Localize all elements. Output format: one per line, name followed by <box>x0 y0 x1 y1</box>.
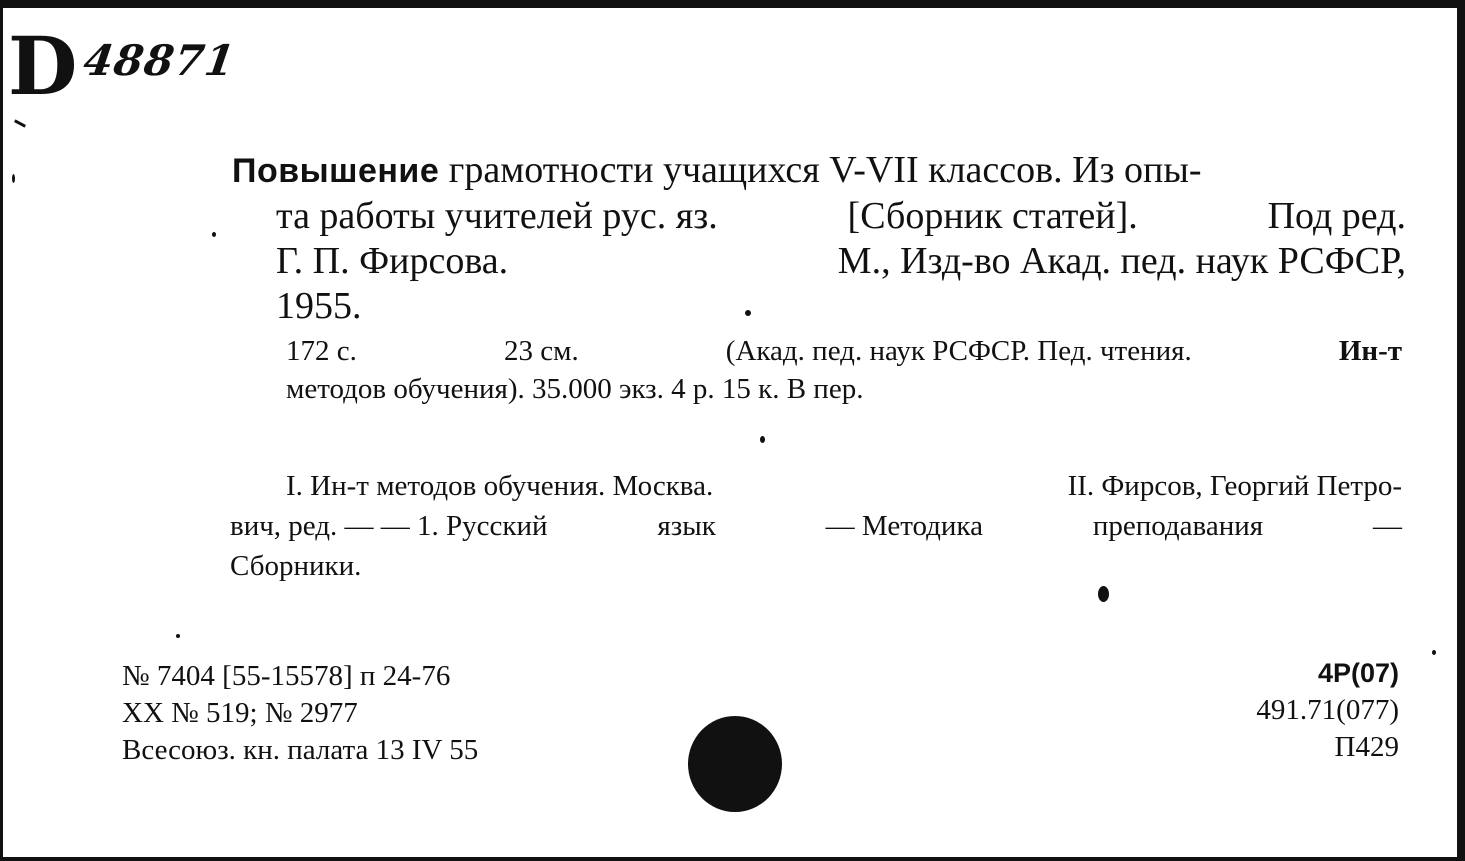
title-line-4: 1955. <box>276 285 362 327</box>
punch-hole <box>688 716 782 812</box>
tracings <box>230 466 1410 586</box>
tracings-line-2: вич, ред. — — 1. Русский язык — Методика преподавания — <box>230 510 1402 542</box>
call-letter: D <box>8 19 76 113</box>
ink-speck <box>1098 586 1109 602</box>
ink-speck <box>12 174 15 183</box>
title-entry <box>232 148 1412 329</box>
registration-numbers <box>122 658 478 769</box>
title-line-3: Г. П. Фирсова. М., Изд-во Акад. пед. наук РСФСР, <box>276 240 1406 282</box>
classification-codes <box>1256 655 1399 766</box>
registration-line-1: № 7404 [55-15578] п 24-76 <box>122 660 451 692</box>
collation-line-1 <box>286 332 1402 370</box>
registration-line-3: Всесоюз. кн. палата 13 IV 55 <box>122 734 479 766</box>
collation <box>286 332 1406 408</box>
page-count: 172 с. <box>286 335 357 367</box>
series-text: (Акад. пед. наук РСФСР. Пед. чтения. <box>725 335 1192 367</box>
card-right-edge <box>1457 0 1465 861</box>
ink-speck <box>745 310 751 316</box>
title-line-1-text: грамотности учащихся V-VII классов. Из опы- <box>439 149 1202 191</box>
title-line-1 <box>232 148 1406 194</box>
ink-speck <box>212 232 216 237</box>
card-left-edge <box>0 0 3 861</box>
ink-speck <box>176 634 180 638</box>
classification-line-1: 4P(07) <box>1317 658 1399 688</box>
title-heading-word: Повышение <box>232 152 440 190</box>
title-line-2: та работы учителей рус. яз. [Сборник статей]. Под ред. <box>276 195 1406 237</box>
card-top-edge <box>0 0 1465 8</box>
tracings-line-1: I. Ин-т методов обучения. Москва. II. Фирсов, Георгий Петро- <box>286 470 1402 502</box>
tracings-line-3: Сборники. <box>230 550 362 582</box>
handwritten-call-number: 48871 <box>80 36 239 85</box>
ink-speck <box>760 436 765 443</box>
pen-mark <box>14 119 26 127</box>
book-size: 23 см. <box>503 335 579 367</box>
collation-line-2: методов обучения). 35.000 экз. 4 р. 15 к. В пер. <box>286 373 864 405</box>
series-text-end: Ин-т <box>1338 335 1402 367</box>
registration-line-2: XX № 519; № 2977 <box>122 697 358 729</box>
ink-speck <box>1432 650 1436 655</box>
card-bottom-edge <box>0 857 1465 861</box>
classification-line-3: П429 <box>1334 731 1399 763</box>
classification-line-2: 491.71(077) <box>1256 694 1399 726</box>
